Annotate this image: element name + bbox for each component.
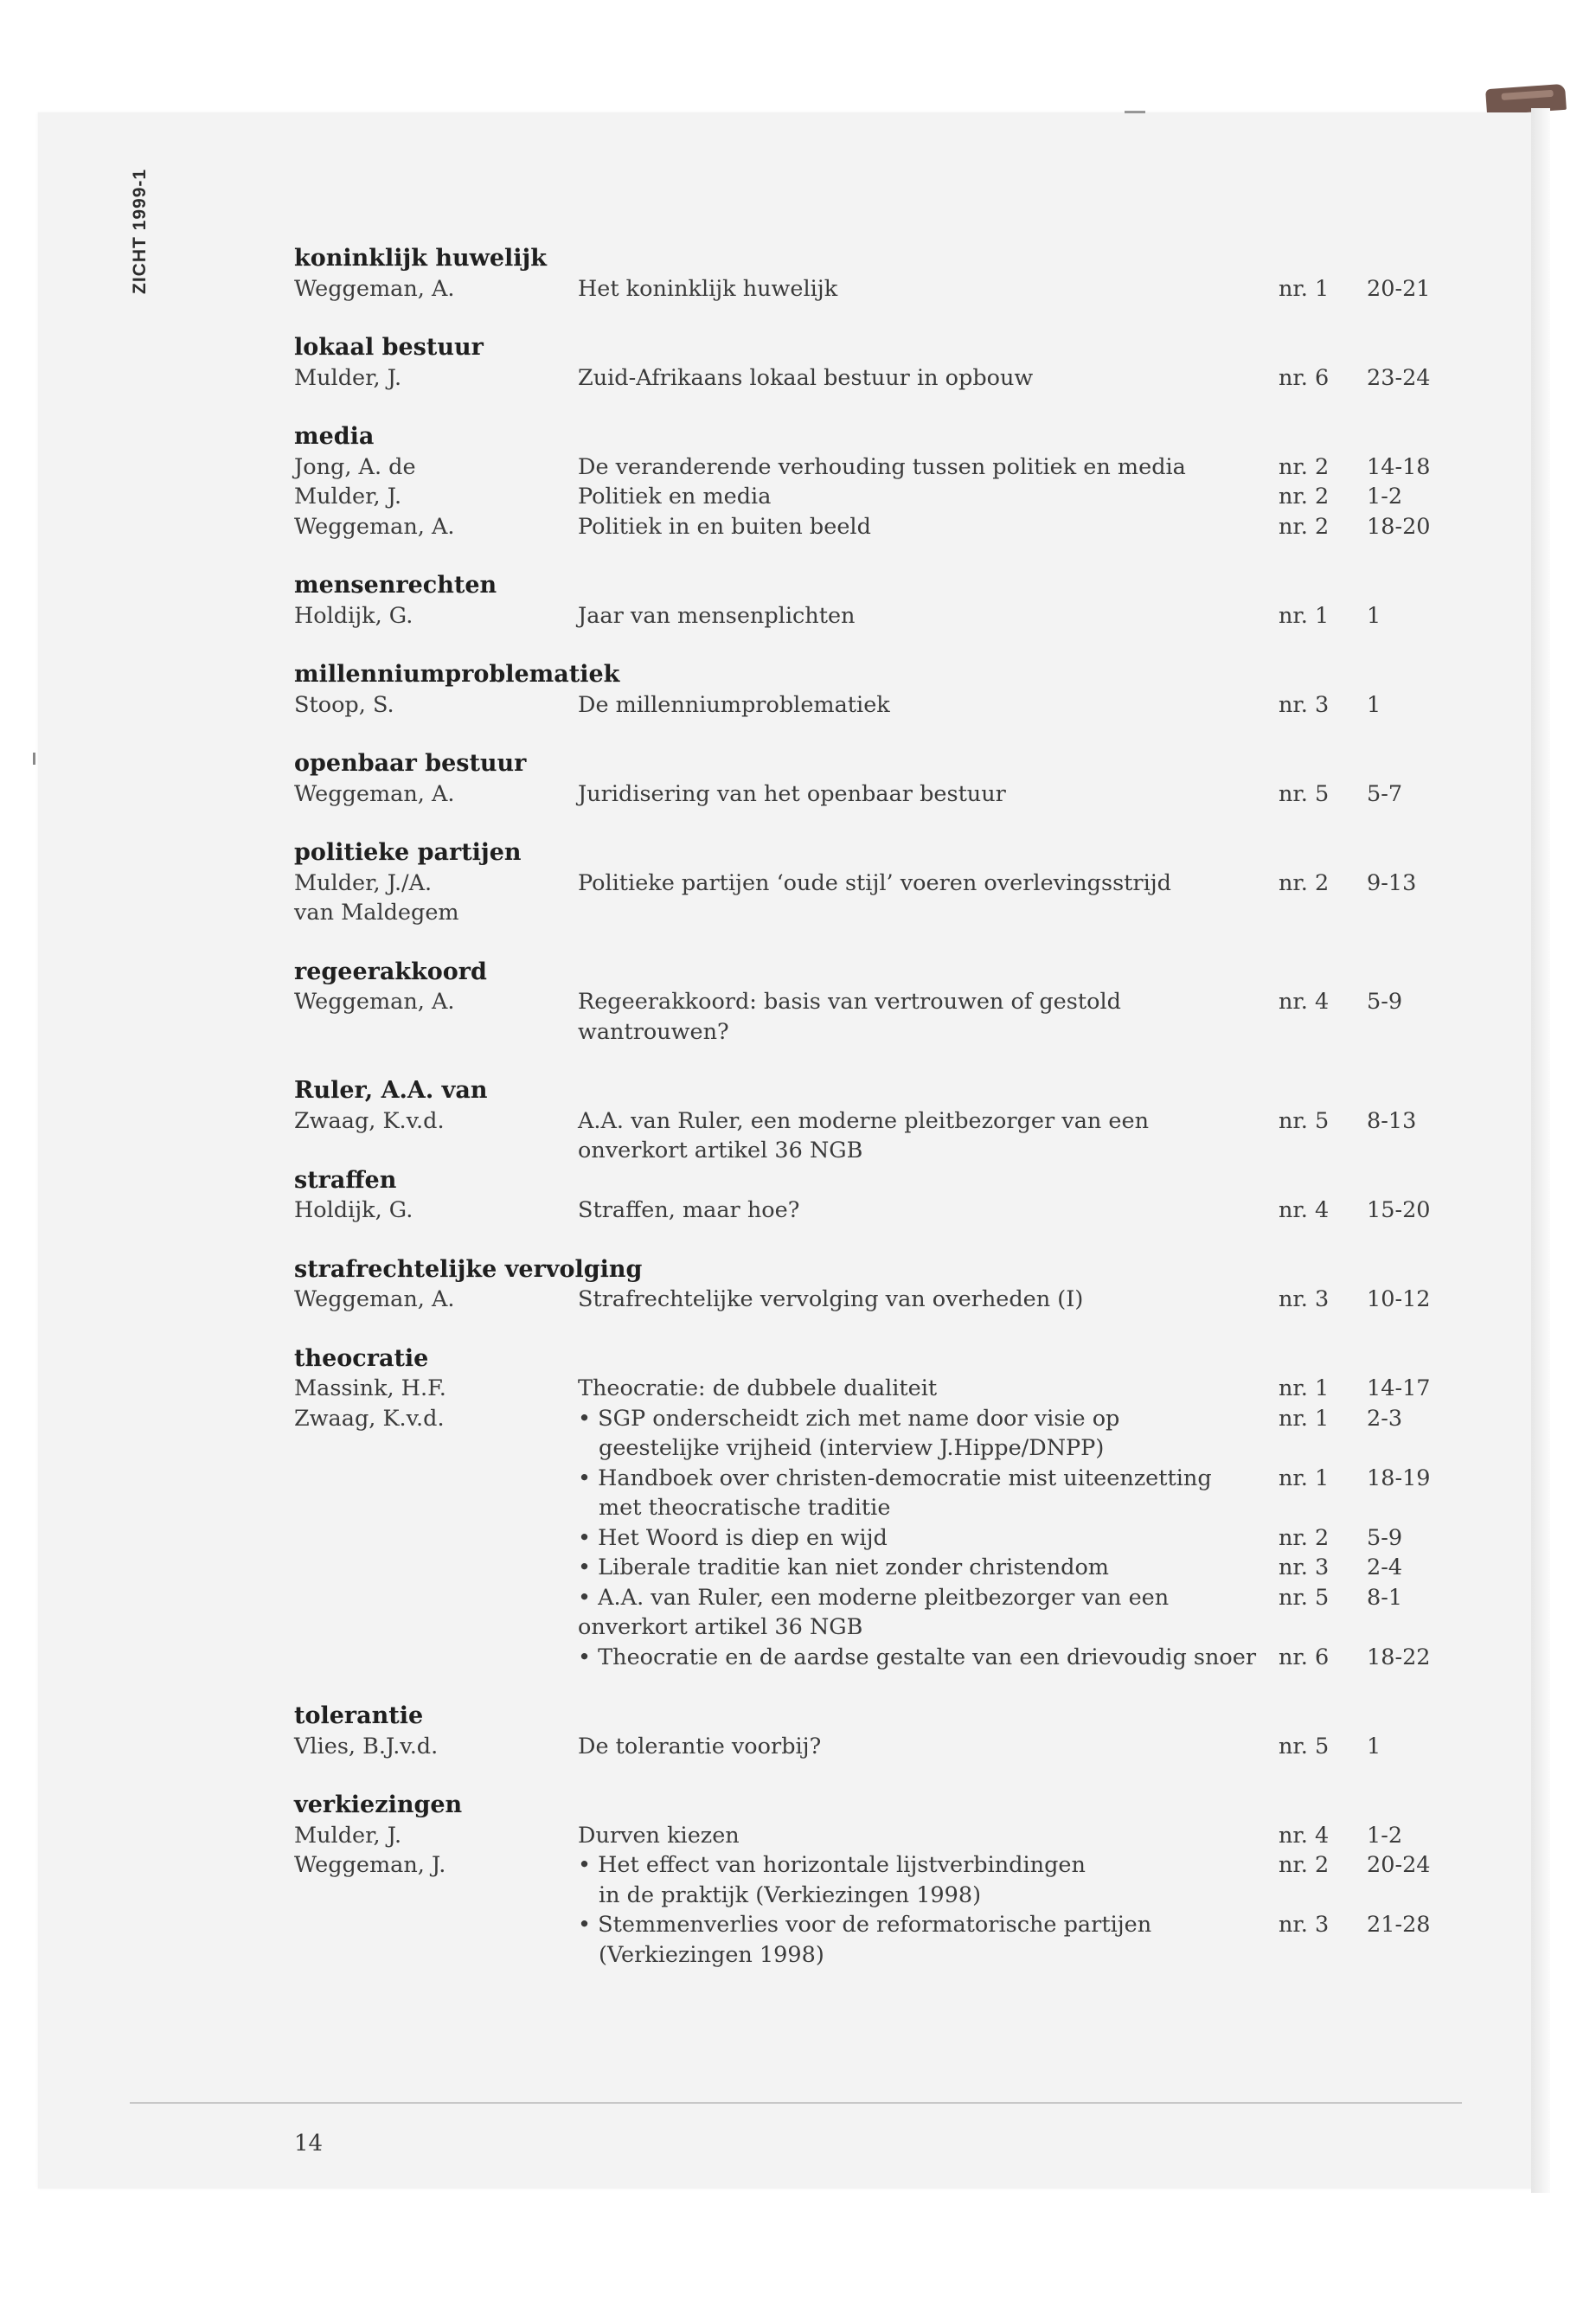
binding-tape (1485, 84, 1567, 115)
entry-pages: 8-1 (1367, 1584, 1403, 1611)
entry-issue: nr. 1 (1279, 1405, 1330, 1432)
entry-author: van Maldegem (294, 900, 459, 926)
index-entry (294, 512, 1453, 542)
entry-issue: nr. 1 (1279, 1465, 1330, 1491)
entry-title (578, 363, 1279, 394)
entry-issue: nr. 1 (1279, 275, 1330, 302)
index-section (294, 1166, 1453, 1226)
entry-author: Zwaag, K.v.d. (294, 1107, 445, 1134)
entry-issue: nr. 5 (1279, 780, 1330, 807)
index-entry (294, 1404, 1453, 1464)
index-entry (294, 1374, 1453, 1404)
entry-issue: nr. 2 (1279, 1524, 1330, 1551)
entry-issue: nr. 4 (1279, 1197, 1330, 1223)
index-entry (294, 1195, 1453, 1226)
entry-title-line: onverkort artikel 36 NGB (578, 1614, 863, 1640)
entry-title-line: Zuid-Afrikaans lokaal bestuur in opbouw (578, 364, 1034, 391)
entry-title-line: Politieke partijen ‘oude stijl’ voeren overlevingsstrijd (578, 869, 1171, 896)
entry-author: Jong, A. de (294, 453, 416, 480)
entry-title-line: Politiek in en buiten beeld (578, 513, 871, 540)
index-section (294, 244, 1453, 304)
index-entry (294, 1464, 1453, 1523)
section-heading: regeerakkoord (294, 958, 487, 985)
index-entry (294, 274, 1453, 304)
entry-pages: 9-13 (1367, 869, 1417, 896)
index-entry (294, 1821, 1453, 1851)
entry-pages: 23-24 (1367, 364, 1431, 391)
entry-title-line: Straffen, maar hoe? (578, 1197, 800, 1223)
page-edge (1531, 108, 1550, 2193)
entry-pages: 5-9 (1367, 989, 1403, 1015)
section-heading: strafrechtelijke vervolging (294, 1255, 643, 1283)
entry-title-line: in de praktijk (Verkiezingen 1998) (599, 1881, 982, 1908)
entry-title (578, 1523, 1279, 1554)
entry-author: Weggeman, J. (294, 1852, 446, 1878)
entry-author: Massink, H.F. (294, 1375, 446, 1401)
entry-issue: nr. 2 (1279, 513, 1330, 540)
entry-pages (1367, 898, 1453, 928)
entry-issue: nr. 5 (1279, 1107, 1330, 1134)
index-section (294, 749, 1453, 809)
entry-author: Holdijk, G. (294, 1197, 413, 1223)
index-entry (294, 363, 1453, 394)
entry-title (578, 512, 1279, 542)
entry-pages: 10-12 (1367, 1286, 1431, 1312)
entry-author: Vlies, B.J.v.d. (294, 1733, 439, 1759)
entry-pages: 8-13 (1367, 1107, 1417, 1134)
entry-pages: 5-9 (1367, 1524, 1403, 1551)
section-heading: media (294, 423, 375, 450)
index-entry (294, 1583, 1453, 1643)
index-entry (294, 1643, 1453, 1673)
subject-index (294, 244, 1453, 1999)
entry-title-line: onverkort artikel 36 NGB (578, 1138, 863, 1163)
entry-title-line: • Liberale traditie kan niet zonder christendom (578, 1554, 1109, 1580)
entry-issue: nr. 5 (1279, 1584, 1330, 1611)
entry-title-line: • Theocratie en de aardse gestalte van een drievoudig snoer (578, 1644, 1257, 1670)
entry-title (578, 482, 1279, 512)
entry-pages: 1-2 (1367, 1822, 1403, 1849)
entry-title (578, 1643, 1279, 1673)
entry-author (294, 1523, 578, 1554)
entry-pages: 21-28 (1367, 1912, 1431, 1938)
entry-pages: 14-17 (1367, 1375, 1431, 1401)
index-section (294, 571, 1453, 631)
entry-author (294, 1553, 578, 1583)
entry-title-line: Durven kiezen (578, 1822, 740, 1849)
entry-author: Weggeman, A. (294, 513, 455, 540)
index-entry (294, 1523, 1453, 1554)
entry-issue: nr. 3 (1279, 1554, 1330, 1580)
entry-title-line: Politiek en media (578, 484, 772, 510)
index-entry (294, 898, 1453, 928)
entry-issue: nr. 5 (1279, 1733, 1330, 1759)
entry-title (578, 1106, 1279, 1166)
section-heading: straffen (294, 1166, 397, 1194)
entry-title (578, 1583, 1279, 1643)
section-heading: openbaar bestuur (294, 750, 527, 777)
entry-author: Weggeman, A. (294, 1286, 455, 1312)
entry-title-line: • Handboek over christen-democratie mist uiteenzetting (578, 1465, 1212, 1491)
entry-author: Weggeman, A. (294, 275, 455, 302)
entry-title-line: Theocratie: de dubbele dualiteit (578, 1375, 938, 1401)
entry-title-line: • Het Woord is diep en wijd (578, 1524, 888, 1551)
index-section (294, 422, 1453, 542)
entry-pages: 14-18 (1367, 453, 1431, 480)
index-section (294, 1344, 1453, 1673)
entry-title-line: De millenniumproblematiek (578, 691, 890, 718)
entry-pages: 15-20 (1367, 1197, 1431, 1223)
footer-rule (130, 2102, 1462, 2104)
entry-title (578, 1732, 1279, 1762)
entry-author (294, 1464, 578, 1523)
entry-title (578, 1910, 1279, 1970)
entry-title (578, 987, 1279, 1047)
section-heading: Ruler, A.A. van (294, 1077, 488, 1104)
entry-title-line: (Verkiezingen 1998) (599, 1941, 824, 1968)
entry-issue: nr. 3 (1279, 691, 1330, 718)
index-section (294, 958, 1453, 1048)
entry-title (578, 1821, 1279, 1851)
index-entry (294, 1850, 1453, 1910)
entry-pages: 18-22 (1367, 1644, 1431, 1670)
entry-pages: 20-21 (1367, 275, 1431, 302)
entry-issue: nr. 1 (1279, 1375, 1330, 1401)
entry-pages: 1-2 (1367, 484, 1403, 510)
index-entry (294, 690, 1453, 721)
entry-issue: nr. 6 (1279, 364, 1330, 391)
entry-title (578, 1850, 1279, 1910)
entry-author: Zwaag, K.v.d. (294, 1405, 445, 1432)
section-heading: millenniumproblematiek (294, 661, 620, 688)
entry-title-line: geestelijke vrijheid (interview J.Hippe/DNPP) (599, 1435, 1105, 1461)
entry-title-line: • Stemmenverlies voor de reformatorische partijen (578, 1912, 1152, 1938)
entry-issue: nr. 4 (1279, 1822, 1330, 1849)
index-entry (294, 482, 1453, 512)
entry-title-line: Het koninklijk huwelijk (578, 275, 838, 302)
section-heading: theocratie (294, 1344, 429, 1372)
scan-mark (1125, 111, 1145, 113)
entry-title-line: wantrouwen? (578, 1018, 729, 1045)
section-heading: koninklijk huwelijk (294, 245, 548, 272)
entry-pages: 18-19 (1367, 1465, 1431, 1491)
entry-title-line: Jaar van mensenplichten (578, 602, 856, 629)
entry-title (578, 779, 1279, 810)
entry-title (578, 1404, 1279, 1464)
entry-title (578, 1374, 1279, 1404)
entry-pages: 5-7 (1367, 780, 1403, 807)
entry-title-line: A.A. van Ruler, een moderne pleitbezorger van een (578, 1107, 1150, 1134)
entry-title-line: De tolerantie voorbij? (578, 1733, 822, 1759)
entry-pages: 2-3 (1367, 1405, 1403, 1432)
entry-pages: 2-4 (1367, 1554, 1403, 1580)
entry-issue: nr. 2 (1279, 484, 1330, 510)
running-head: ZICHT 1999-1 (130, 168, 150, 294)
entry-issue: nr. 6 (1279, 1644, 1330, 1670)
index-section (294, 838, 1453, 928)
entry-title (578, 898, 1279, 928)
entry-issue: nr. 2 (1279, 453, 1330, 480)
entry-title-line: Regeerakkoord: basis van vertrouwen of gestold (578, 989, 1121, 1015)
section-heading: mensenrechten (294, 572, 497, 599)
entry-issue: nr. 1 (1279, 602, 1330, 629)
entry-title (578, 868, 1279, 899)
index-entry (294, 1910, 1453, 1970)
entry-issue: nr. 2 (1279, 1852, 1330, 1878)
section-heading: tolerantie (294, 1702, 424, 1729)
entry-author: Mulder, J. (294, 364, 402, 391)
entry-title-line: • Het effect van horizontale lijstverbindingen (578, 1852, 1086, 1878)
index-entry (294, 601, 1453, 631)
entry-issue: nr. 3 (1279, 1286, 1330, 1312)
entry-issue: nr. 4 (1279, 989, 1330, 1015)
entry-author: Stoop, S. (294, 691, 394, 718)
entry-title (578, 1285, 1279, 1315)
entry-title (578, 1553, 1279, 1583)
entry-title-line: De veranderende verhouding tussen politiek en media (578, 453, 1186, 480)
entry-issue (1279, 898, 1367, 928)
index-entry (294, 1285, 1453, 1315)
index-entry (294, 868, 1453, 899)
index-section (294, 1791, 1453, 1970)
section-heading: politieke partijen (294, 839, 522, 866)
entry-title-line: • SGP onderscheidt zich met name door visie op (578, 1405, 1120, 1432)
index-entry (294, 1553, 1453, 1583)
entry-pages: 1 (1367, 602, 1381, 629)
entry-author: Weggeman, A. (294, 989, 455, 1015)
index-section (294, 333, 1453, 393)
entry-title (578, 690, 1279, 721)
entry-issue: nr. 3 (1279, 1912, 1330, 1938)
section-heading: lokaal bestuur (294, 334, 484, 361)
entry-author (294, 1583, 578, 1643)
entry-pages: 20-24 (1367, 1852, 1431, 1878)
section-heading: verkiezingen (294, 1791, 463, 1818)
page-number: 14 (294, 2131, 324, 2157)
entry-pages: 18-20 (1367, 513, 1431, 540)
entry-title-line: Juridisering van het openbaar bestuur (578, 780, 1006, 807)
entry-title (578, 1464, 1279, 1523)
index-entry (294, 1732, 1453, 1762)
index-entry (294, 452, 1453, 483)
entry-pages: 1 (1367, 1733, 1381, 1759)
index-section (294, 660, 1453, 720)
index-entry (294, 1106, 1453, 1166)
index-section (294, 1702, 1453, 1761)
entry-author (294, 1643, 578, 1673)
index-entry (294, 779, 1453, 810)
entry-pages: 1 (1367, 691, 1381, 718)
index-section (294, 1255, 1453, 1315)
entry-author: Mulder, J. (294, 484, 402, 510)
index-section (294, 1076, 1453, 1166)
entry-author (294, 1910, 578, 1970)
entry-author: Mulder, J. (294, 1822, 402, 1849)
entry-issue: nr. 2 (1279, 869, 1330, 896)
entry-title (578, 601, 1279, 631)
scan-mark (33, 753, 35, 765)
entry-author: Holdijk, G. (294, 602, 413, 629)
entry-title (578, 274, 1279, 304)
entry-title-line: Strafrechtelijke vervolging van overheden (I) (578, 1286, 1084, 1312)
entry-author: Mulder, J./A. (294, 869, 433, 896)
entry-title-line: met theocratische traditie (599, 1495, 891, 1521)
entry-title (578, 452, 1279, 483)
entry-author: Weggeman, A. (294, 780, 455, 807)
index-entry (294, 987, 1453, 1047)
entry-title (578, 1195, 1279, 1226)
entry-title-line: • A.A. van Ruler, een moderne pleitbezorger van een (578, 1584, 1170, 1611)
